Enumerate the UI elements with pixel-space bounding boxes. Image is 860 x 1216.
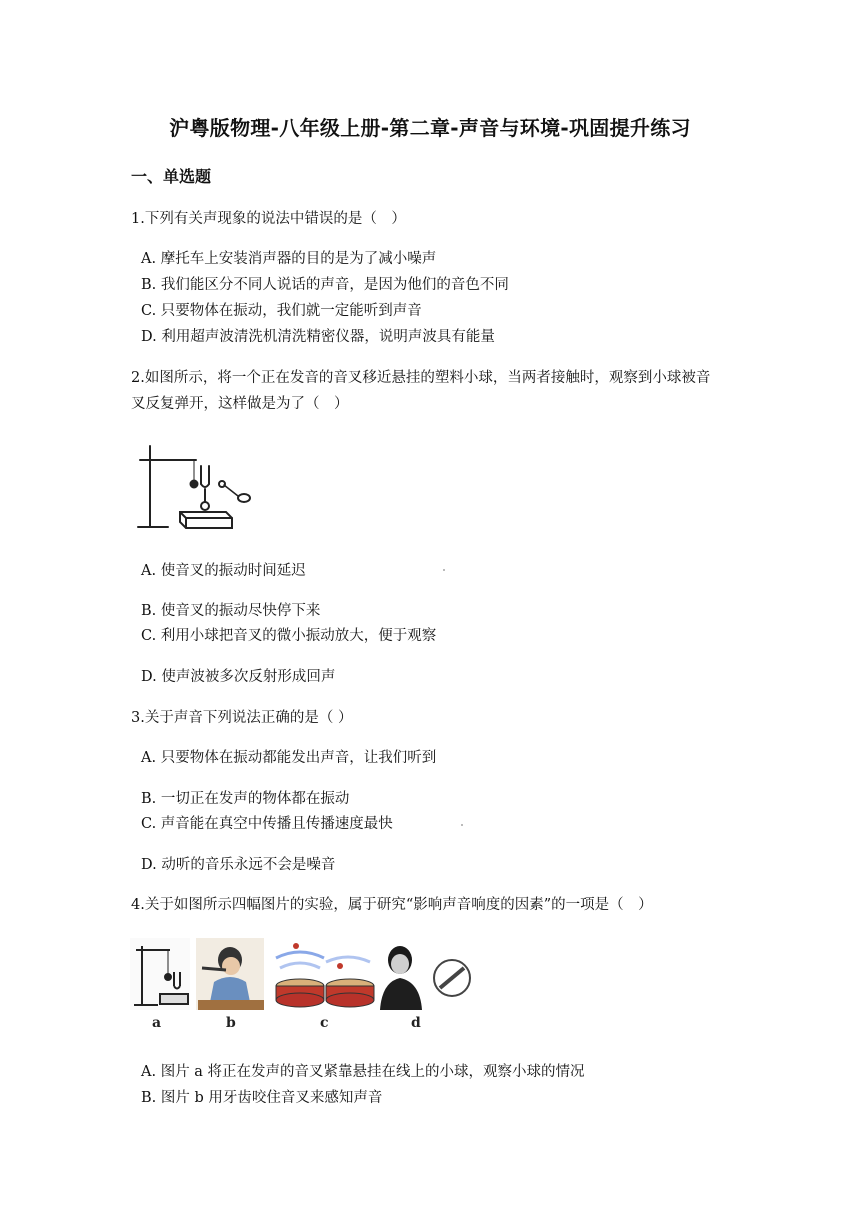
question-1-stem: 1.下列有关声现象的说法中错误的是（ ） xyxy=(131,211,406,227)
question-4-option-a: A. 图片 a 将正在发声的音叉紧靠悬挂在线上的小球，观察小球的情况 xyxy=(141,1064,585,1080)
panel-b-boy-biting-fork xyxy=(196,938,264,1010)
question-1-option-a: A. 摩托车上安装消声器的目的是为了减小噪声 xyxy=(141,251,437,267)
figure-label-c: c xyxy=(320,1015,329,1031)
question-2-stem-line2: 叉反复弹开，这样做是为了（ ） xyxy=(131,396,349,412)
question-3-option-c: C. 声音能在真空中传播且传播速度最快 xyxy=(141,816,393,832)
stray-mark xyxy=(461,824,463,826)
figure-label-b: b xyxy=(226,1015,236,1031)
page-title: 沪粤版物理-八年级上册-第二章-声音与环境-巩固提升练习 xyxy=(169,116,691,140)
question-1-option-c: C. 只要物体在振动，我们就一定能听到声音 xyxy=(141,303,422,319)
panel-d-boy-with-syringe xyxy=(380,938,478,1010)
question-1-option-b: B. 我们能区分不同人说话的声音，是因为他们的音色不同 xyxy=(141,277,509,293)
panel-a-tuning-fork-ball xyxy=(130,938,190,1010)
figure-label-d: d xyxy=(411,1015,421,1031)
question-2-option-c: C. 利用小球把音叉的微小振动放大，便于观察 xyxy=(141,628,437,644)
question-2-stem-line1: 2.如图所示，将一个正在发音的音叉移近悬挂的塑料小球，当两者接触时，观察到小球被音 xyxy=(131,370,711,386)
question-3-option-b: B. 一切正在发声的物体都在振动 xyxy=(141,791,350,807)
question-2-option-d: D. 使声波被多次反射形成回声 xyxy=(141,669,336,685)
stray-mark xyxy=(443,569,445,571)
question-3-option-d: D. 动听的音乐永远不会是噪音 xyxy=(141,857,336,873)
tuning-fork-figure xyxy=(134,440,264,532)
panel-c-drum-paper-scraps xyxy=(268,938,378,1010)
question-4-stem: 4.关于如图所示四幅图片的实验，属于研究“影响声音响度的因素”的一项是（ ） xyxy=(131,897,653,913)
question-2-option-a: A. 使音叉的振动时间延迟 xyxy=(141,563,306,579)
question-3-option-a: A. 只要物体在振动都能发出声音，让我们听到 xyxy=(141,750,437,766)
figure-label-a: a xyxy=(152,1015,162,1031)
question-3-stem: 3.关于声音下列说法正确的是（ ） xyxy=(131,710,353,726)
section-heading: 一、单选题 xyxy=(131,167,212,186)
question-1-option-d: D. 利用超声波清洗机清洗精密仪器，说明声波具有能量 xyxy=(141,329,495,345)
four-experiments-figure xyxy=(130,938,480,1032)
question-2-option-b: B. 使音叉的振动尽快停下来 xyxy=(141,603,321,619)
question-4-option-b: B. 图片 b 用牙齿咬住音叉来感知声音 xyxy=(141,1090,383,1106)
